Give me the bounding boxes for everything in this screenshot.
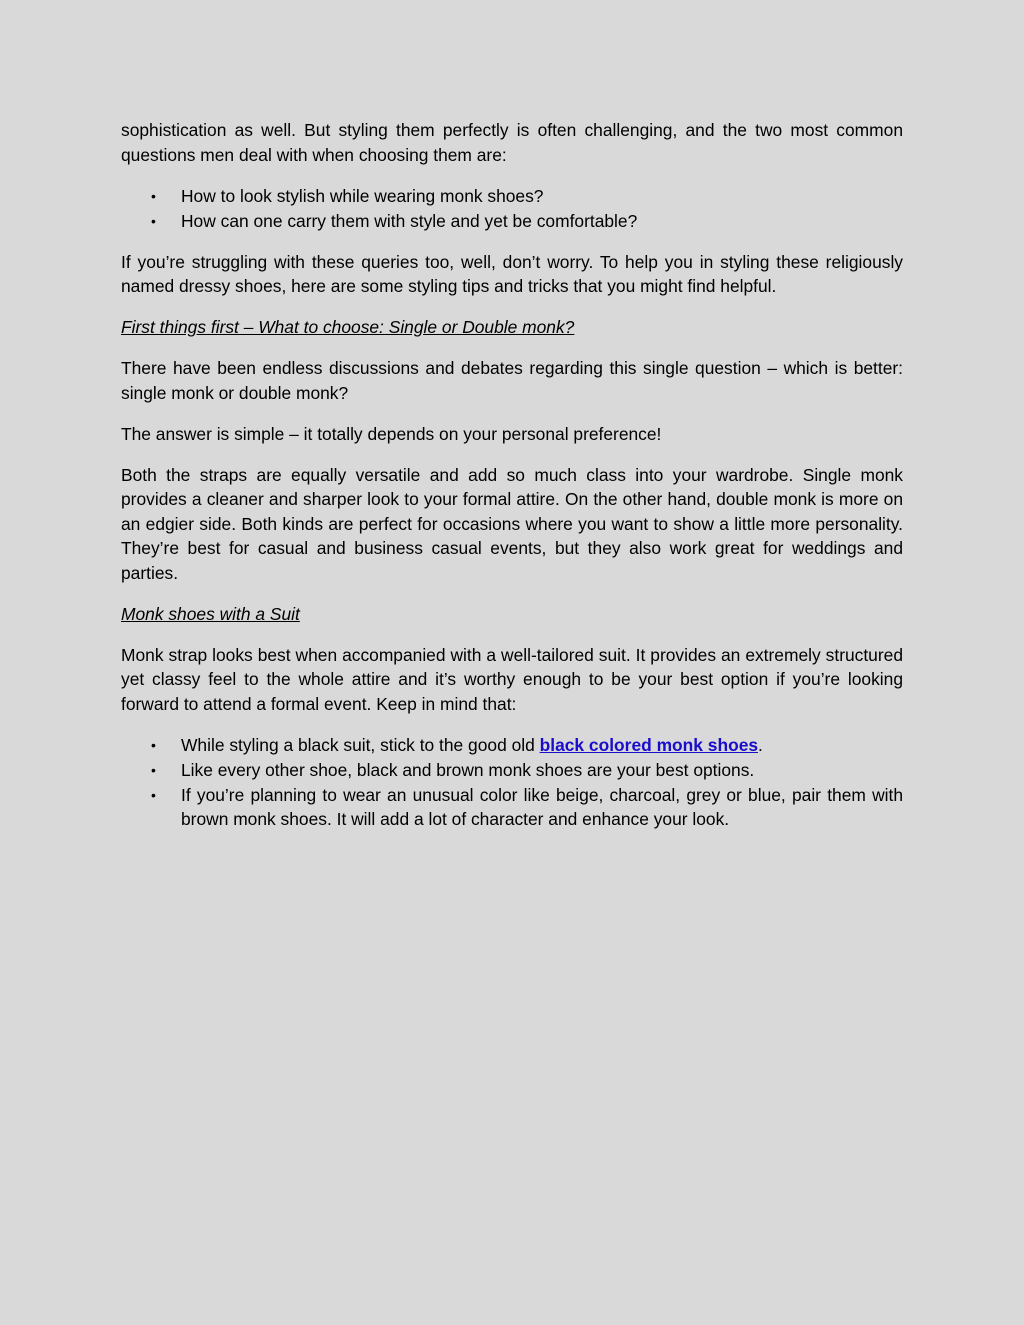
- list-item: [121, 733, 903, 758]
- straps-paragraph: Both the straps are equally versatile and add so much class into your wardrobe. Single monk provides a cleaner and sharper look to your formal attire. On the other hand, double monk is more on an edgier side. Both kinds are perfect for occasions where you want to show a little more personality. They’re best for casual and business casual events, but they also work great for weddings and parties.: [121, 464, 903, 583]
- bullet-icon: •: [151, 786, 156, 803]
- bullet-icon: •: [151, 736, 156, 753]
- struggling-paragraph: If you’re struggling with these queries too, well, don’t worry. To help you in styling these religiously named dressy shoes, here are some styling tips and tricks that you might find helpful.: [121, 251, 903, 297]
- list-item: [121, 758, 903, 783]
- tips-list: [121, 733, 903, 832]
- tip-text: If you’re planning to wear an unusual color like beige, charcoal, grey or blue, pair them with brown monk shoes. It will add a lot of character and enhance your look.: [181, 784, 903, 830]
- answer-paragraph: The answer is simple – it totally depends on your personal preference!: [121, 423, 662, 444]
- list-item-text: How can one carry them with style and yet be comfortable?: [181, 210, 638, 231]
- black-monk-shoes-link[interactable]: black colored monk shoes: [539, 734, 759, 755]
- section-heading-choose: First things first – What to choose: Single or Double monk?: [121, 317, 575, 338]
- tip-text: While styling a black suit, stick to the good old: [181, 734, 540, 755]
- bullet-icon: •: [151, 187, 156, 204]
- bullet-icon: •: [151, 761, 156, 778]
- questions-list: [121, 184, 903, 234]
- bullet-icon: •: [151, 212, 156, 229]
- list-item-text: How to look stylish while wearing monk shoes?: [181, 185, 544, 206]
- section-heading-suit: Monk shoes with a Suit: [121, 603, 300, 624]
- intro-paragraph: sophistication as well. But styling them perfectly is often challenging, and the two most common questions men deal with when choosing them are:: [121, 120, 903, 165]
- debates-paragraph: There have been endless discussions and debates regarding this single question – which is better: single monk or double monk?: [121, 358, 903, 403]
- list-item: [121, 783, 903, 832]
- suit-paragraph: Monk strap looks best when accompanied with a well-tailored suit. It provides an extremely structured yet classy feel to the whole attire and it’s worthy enough to be your best option if you’re looking forward to attend a formal event. Keep in mind that:: [121, 644, 903, 714]
- list-item: [121, 184, 903, 209]
- list-item: [121, 209, 903, 234]
- tip-suffix: .: [758, 734, 763, 755]
- tip-text: Like every other shoe, black and brown monk shoes are your best options.: [181, 759, 755, 780]
- document-page: [121, 118, 903, 848]
